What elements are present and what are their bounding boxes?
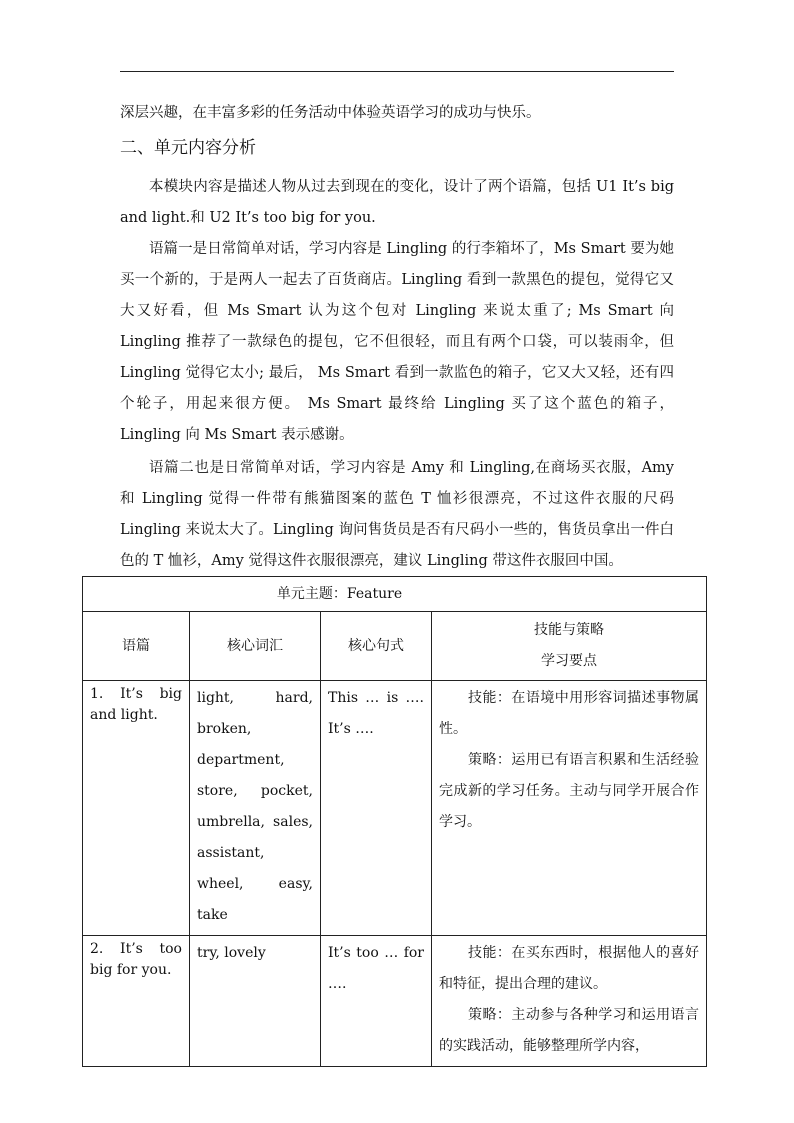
header-row — [83, 612, 707, 681]
row1-vocab: light, hard, broken, department, store, pocket, umbrella, sales, assistant, wheel, easy, take — [190, 681, 321, 936]
row2-vocab: try, lovely — [190, 936, 321, 1067]
row2-skills — [432, 936, 707, 1067]
section-heading: 二、单元内容分析 — [120, 138, 256, 158]
analysis-paragraph-passage-two: 语篇二也是日常简单对话，学习内容是 Amy 和 Lingling,在商场买衣服，Amy 和 Lingling 觉得一件带有熊猫图案的蓝色 T 恤衫很漂亮，不过这件衣服的尺码 Lingling 来说太大了。Lingling 询问售货员是否有尺码小一些的，售货员拿出一件白色的 T 恤衫，Amy 觉得这件衣服很漂亮，建议 Lingling 带这件衣服回中国。 — [120, 460, 674, 569]
analysis-paragraph-overview: 本模块内容是描述人物从过去到现在的变化，设计了两个语篇，包括 U1 It’s big and light.和 U2 It’s too big for you. — [120, 179, 674, 226]
table-row — [83, 936, 707, 1067]
theme-row — [83, 577, 707, 612]
row1-skills — [432, 681, 707, 936]
table-row — [83, 681, 707, 936]
row2-skill: 技能：在买东西时，根据他人的喜好和特征，提出合理的建议。 — [439, 945, 700, 992]
header-passage: 语篇 — [83, 612, 190, 681]
row1-strategy: 策略：运用已有语言积累和生活经验完成新的学习任务。主动与同学开展合作学习。 — [439, 752, 700, 830]
header-skills-line2: 学习要点 — [541, 653, 597, 669]
unit-table — [82, 576, 707, 1067]
header-vocab: 核心词汇 — [190, 612, 321, 681]
row2-sentence: It’s too … for …. — [321, 936, 432, 1067]
analysis-paragraph-passage-one: 语篇一是日常简单对话，学习内容是 Lingling 的行李箱坏了，Ms Smart 要为她买一个新的，于是两人一起去了百货商店。Lingling 看到一款黑色的提包，觉得它又大又好看，但 Ms Smart 认为这个包对 Lingling 来说太重了; Ms Smart 向 Lingling 推荐了一款绿色的提包，它不但很轻，而且有两个口袋，可以装雨伞，但 Lingling 觉得它太小; 最后， Ms Smart 看到一款监色的箱子，它又大又轻，还有四个轮子，用起来很方便。 Ms Smart 最终给 Lingling 买了这个蓝色的箱子， Lingling 向 Ms Smart 表示感谢。 — [120, 241, 674, 443]
unit-theme-text: 单元主题：Feature — [276, 586, 403, 602]
header-sentence: 核心句式 — [321, 612, 432, 681]
header-skills — [432, 612, 707, 681]
intro-paragraph: 深层兴趣，在丰富多彩的任务活动中体验英语学习的成功与快乐。 — [120, 105, 541, 121]
row1-skill: 技能：在语境中用形容词描述事物属性。 — [439, 690, 700, 737]
header-rule — [120, 71, 674, 72]
row1-sentence: This … is …. It’s …. — [321, 681, 432, 936]
unit-theme — [83, 577, 707, 612]
row1-passage: 1. It’s big and light. — [83, 681, 190, 936]
header-skills-line1: 技能与策略 — [534, 622, 604, 638]
row2-passage: 2. It’s too big for you. — [83, 936, 190, 1067]
row2-strategy: 策略：主动参与各种学习和运用语言的实践活动，能够整理所学内容， — [439, 1007, 700, 1054]
